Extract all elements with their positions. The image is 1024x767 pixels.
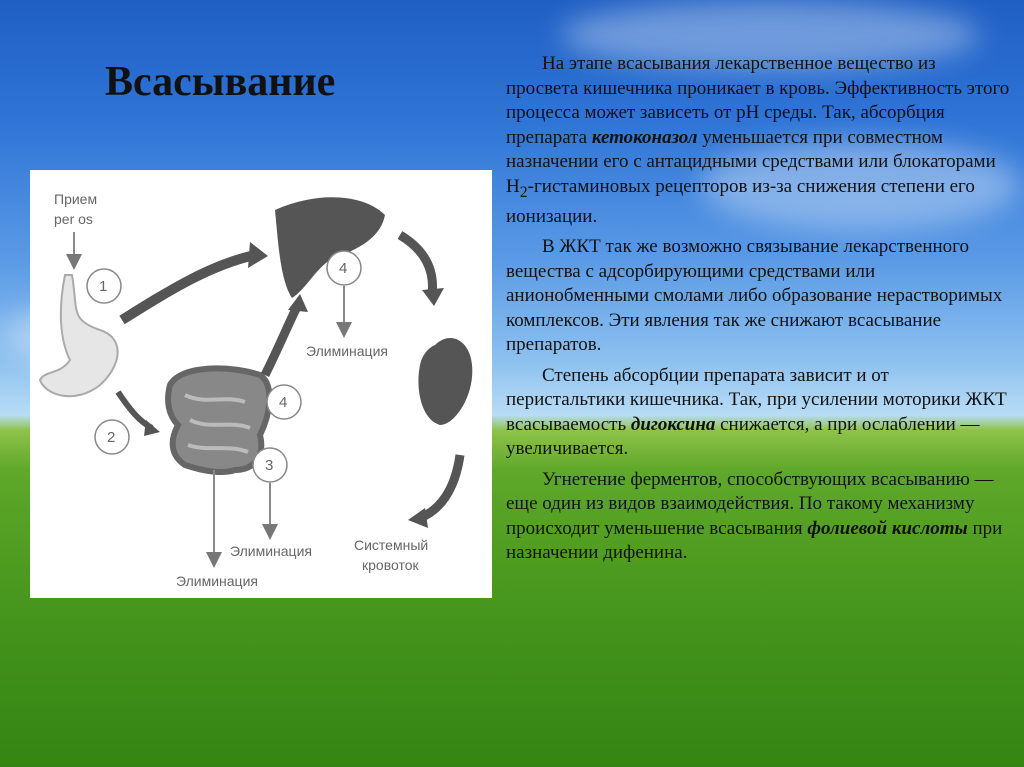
text-run: -гистаминовых рецепторов из-за снижения степени его ионизации. <box>506 175 975 227</box>
systemic-label: кровоток <box>362 557 419 573</box>
slide-title: Всасывание <box>105 59 336 105</box>
intestine-illustration <box>168 368 269 472</box>
text-run: На этапе всасывания лекарственное вещество из просвета кишечника проникает в кровь. Эффективность этого процесса может зависеть от pH среды. Так, абсорбция препарата <box>506 53 1010 148</box>
arrow-to-systemic <box>420 455 460 518</box>
subscript: 2 <box>519 183 528 201</box>
text-run: Степень абсорбции препарата зависит и от перистальтики кишечника. Так, при усилении моторики ЖКТ всасываемость <box>506 364 1007 435</box>
elimination-label: Элиминация <box>176 573 258 589</box>
step-number: 4 <box>279 394 288 411</box>
arrow-intestine-to-liver <box>265 305 298 375</box>
arrow-head <box>248 242 268 268</box>
text-run: уменьшается при совместном назначении его с антацидными средствами или блокаторами H <box>506 126 996 197</box>
step-number: 1 <box>99 278 108 295</box>
paragraph <box>506 52 1024 229</box>
arrow-to-liver <box>122 255 255 320</box>
text-run: при назначении дифенина. <box>506 517 1003 564</box>
absorption-diagram <box>30 170 492 598</box>
paragraph <box>506 235 1024 358</box>
text-run: снижается, а при ослаблении — увеличивается. <box>506 413 980 460</box>
drug-name: дигоксина <box>630 413 716 435</box>
intake-label: Прием <box>54 191 98 207</box>
text-run: В ЖКТ так же возможно связывание лекарственного вещества с адсорбирующими средствами или анионобменными смолами либо образование нерастворимых комплексов. Эти явления так же снижают всасывание препаратов. <box>506 236 1003 356</box>
paragraph <box>506 468 1024 566</box>
intake-label: per os <box>54 211 93 227</box>
arrow-to-heart <box>400 235 433 295</box>
elimination-label: Элиминация <box>306 343 388 359</box>
liver-illustration <box>275 197 385 298</box>
heart-illustration <box>418 338 472 425</box>
step-number: 2 <box>107 429 116 446</box>
arrow-head <box>408 508 428 528</box>
paragraph <box>506 364 1024 462</box>
diagram-svg <box>30 170 492 598</box>
elimination-label: Элиминация <box>230 543 312 559</box>
step-number: 4 <box>339 260 348 277</box>
text-run: Угнетение ферментов, способствующих всасыванию — еще один из видов взаимодействия. По такому механизму происходит уменьшение всасывания <box>506 468 994 539</box>
arrow-head <box>144 420 160 436</box>
systemic-label: Системный <box>354 537 429 553</box>
drug-name: фолиевой кислоты <box>807 517 968 539</box>
arrow-head <box>288 294 308 312</box>
drug-name: кетоконазол <box>591 126 698 148</box>
body-text <box>506 52 1024 712</box>
arrow-head <box>422 288 444 306</box>
step-number: 3 <box>265 457 274 474</box>
